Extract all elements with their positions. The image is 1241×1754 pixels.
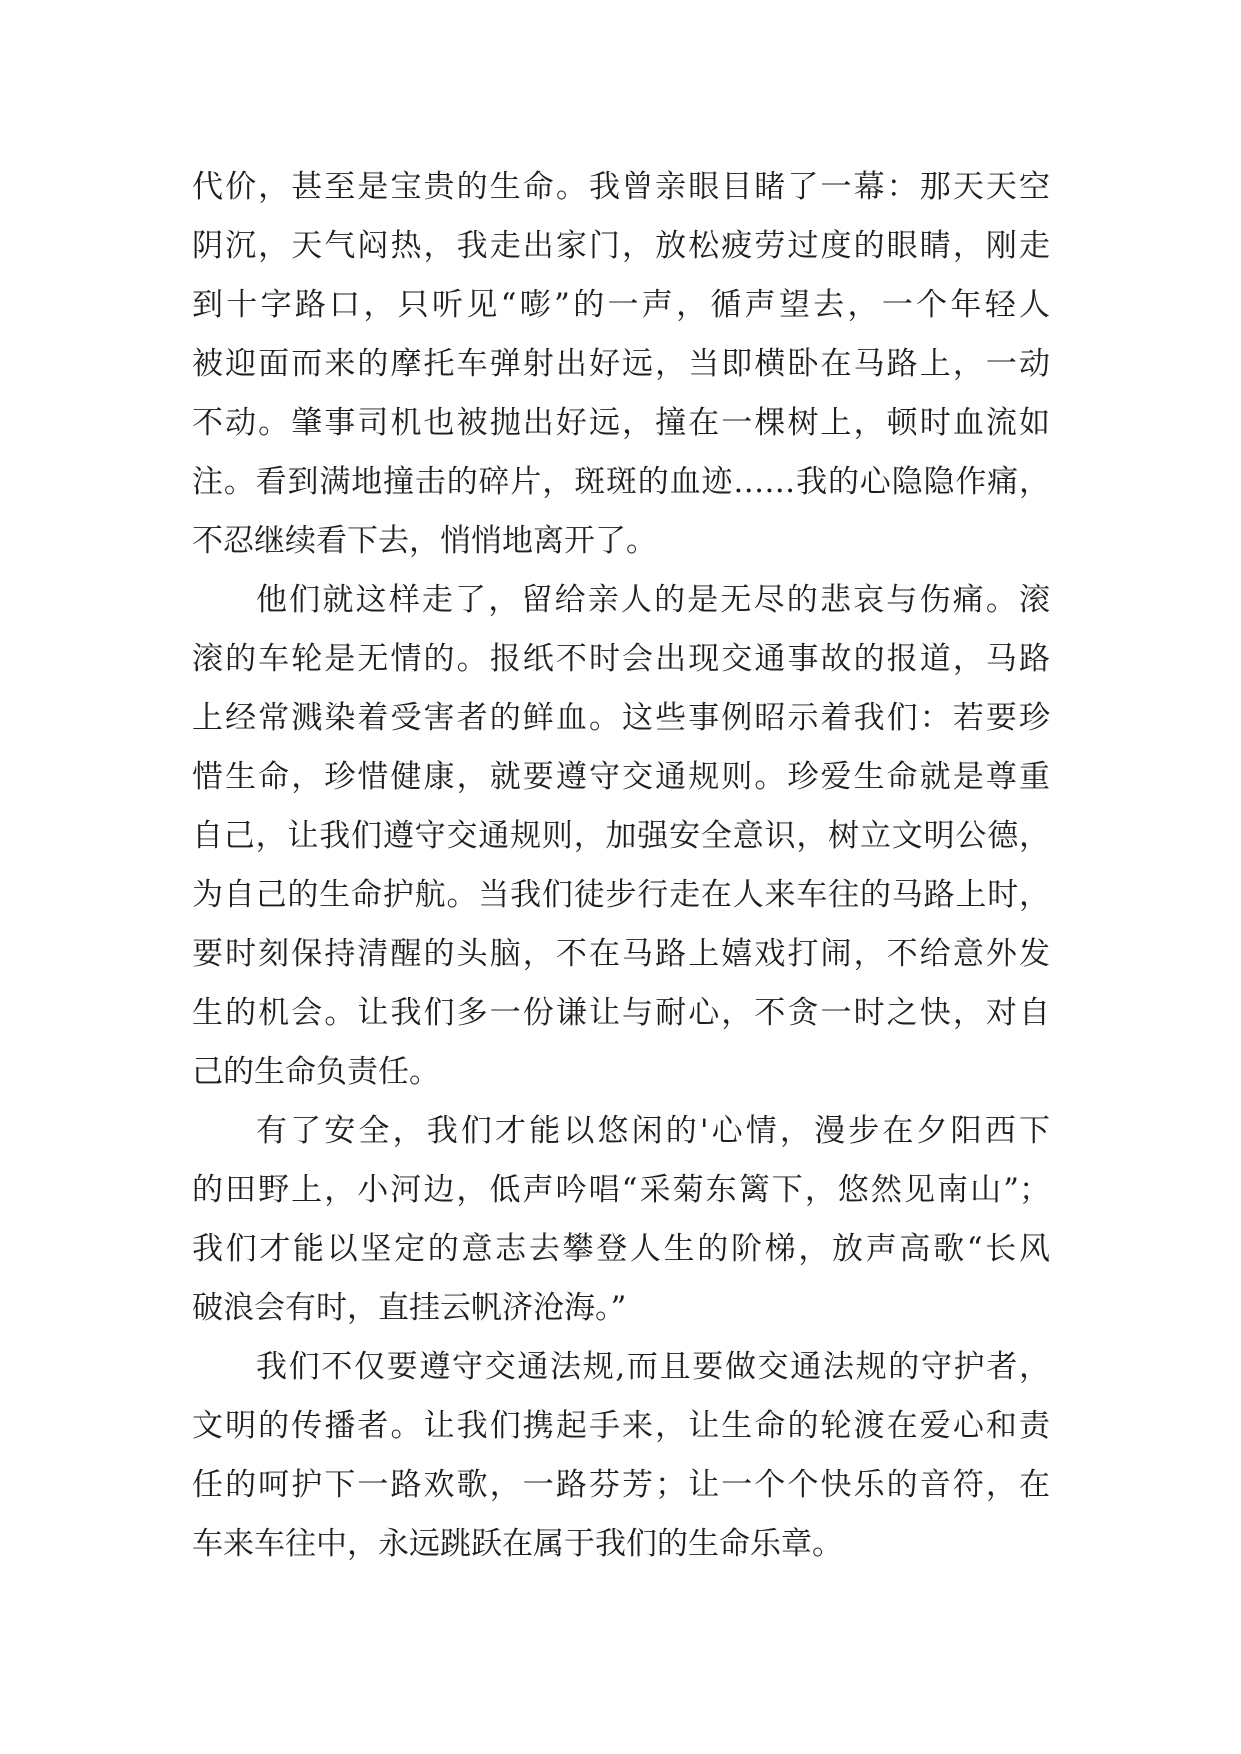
text-line: 任的呵护下一路欢歌，一路芬芳；让一个个快乐的音符，在 [192,1467,1050,1503]
text-line: 上经常溅染着受害者的鲜血。这些事例昭示着我们：若要珍 [192,700,1050,736]
text-line: 车来车往中，永远跳跃在属于我们的生命乐章。 [192,1526,843,1562]
paragraph-3 [192,1102,1050,1338]
text-line: 惜生命，珍惜健康，就要遵守交通规则。珍爱生命就是尊重 [192,759,1050,795]
text-line: 他们就这样走了，留给亲人的是无尽的悲哀与伤痛。滚 [256,582,1050,618]
text-line: 自己，让我们遵守交通规则，加强安全意识，树立文明公德， [192,818,1050,854]
text-line: 生的机会。让我们多一份谦让与耐心，不贪一时之快，对自 [192,995,1050,1031]
text-line: 我们才能以坚定的意志去攀登人生的阶梯，放声高歌“长风 [192,1231,1050,1267]
text-line: 有了安全，我们才能以悠闲的'心情，漫步在夕阳西下 [256,1113,1050,1149]
text-line: 不动。肇事司机也被抛出好远，撞在一棵树上，顿时血流如 [192,405,1050,441]
text-line: 己的生命负责任。 [192,1054,440,1090]
text-line: 为自己的生命护航。当我们徒步行走在人来车往的马路上时， [192,877,1050,913]
text-line: 的田野上，小河边，低声吟唱“采菊东篱下，悠然见南山”； [192,1172,1050,1208]
text-line: 我们不仅要遵守交通法规,而且要做交通法规的守护者， [256,1349,1050,1385]
text-line: 滚的车轮是无情的。报纸不时会出现交通事故的报道，马路 [192,641,1050,677]
text-line: 不忍继续看下去，悄悄地离开了。 [192,523,657,559]
text-line: 被迎面而来的摩托车弹射出好远，当即横卧在马路上，一动 [192,346,1050,382]
text-line: 到十字路口，只听见“嘭”的一声，循声望去，一个年轻人 [192,287,1050,323]
text-line: 代价，甚至是宝贵的生命。我曾亲眼目睹了一幕：那天天空 [192,169,1050,205]
text-line: 破浪会有时，直挂云帆济沧海。” [192,1290,627,1326]
paragraph-2 [192,571,1050,1102]
paragraph-1 [192,158,1050,571]
body-text [192,158,1050,1574]
text-line: 注。看到满地撞击的碎片，斑斑的血迹……我的心隐隐作痛， [192,464,1050,500]
text-line: 文明的传播者。让我们携起手来，让生命的轮渡在爱心和责 [192,1408,1050,1444]
text-line: 阴沉，天气闷热，我走出家门，放松疲劳过度的眼睛，刚走 [192,228,1050,264]
paragraph-4 [192,1338,1050,1574]
text-line: 要时刻保持清醒的头脑，不在马路上嬉戏打闹，不给意外发 [192,936,1050,972]
